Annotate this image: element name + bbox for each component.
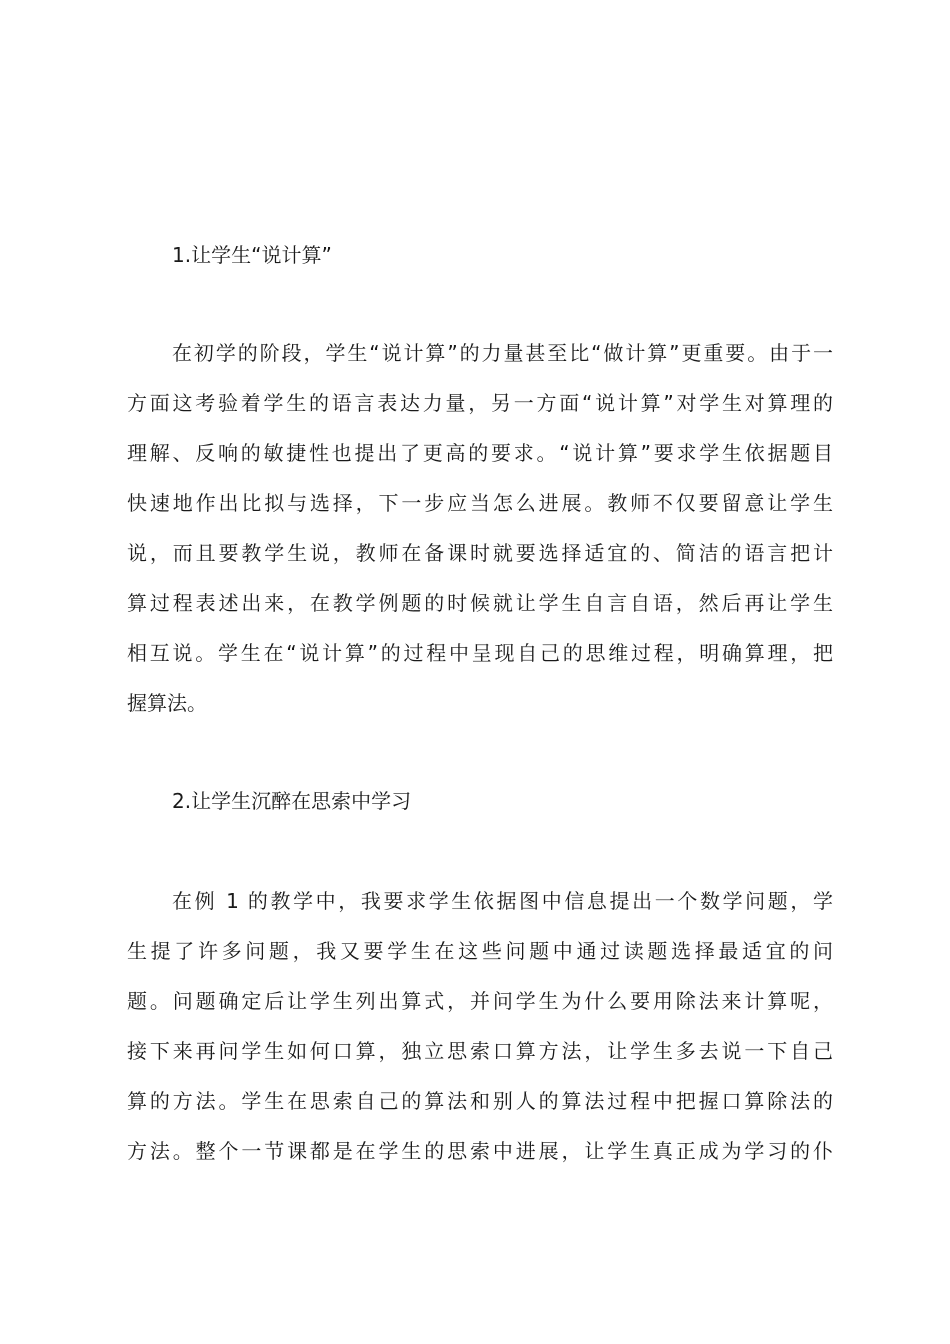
paragraph-line: 接下来再问学生如何口算，独立思索口算方法，让学生多去说一下自己	[127, 1039, 833, 1063]
paragraph-line: 算的方法。学生在思索自己的算法和别人的算法过程中把握口算除法的	[127, 1089, 833, 1113]
paragraph-line: 说，而且要教学生说，教师在备课时就要选择适宜的、简洁的语言把计	[127, 541, 833, 565]
paragraph-line: 在初学的阶段，学生“说计算”的力量甚至比“做计算”更重要。由于一	[172, 341, 833, 365]
paragraph-line: 理解、反响的敏捷性也提出了更高的要求。“说计算”要求学生依据题目	[127, 441, 833, 465]
paragraph-line: 快速地作出比拟与选择，下一步应当怎么进展。教师不仅要留意让学生	[127, 491, 833, 515]
section-1-heading: 1.让学生“说计算”	[172, 243, 332, 267]
paragraph-line: 生提了许多问题，我又要学生在这些问题中通过读题选择最适宜的问	[127, 939, 833, 963]
paragraph-line: 题。问题确定后让学生列出算式，并问学生为什么要用除法来计算呢，	[127, 989, 833, 1013]
paragraph-line: 握算法。	[127, 691, 207, 715]
section-2-heading: 2.让学生沉醉在思索中学习	[172, 789, 412, 813]
paragraph-line: 相互说。学生在“说计算”的过程中呈现自己的思维过程，明确算理，把	[127, 641, 833, 665]
paragraph-line: 方面这考验着学生的语言表达力量，另一方面“说计算”对学生对算理的	[127, 391, 833, 415]
paragraph-line: 方法。整个一节课都是在学生的思索中进展，让学生真正成为学习的仆	[127, 1139, 833, 1163]
paragraph-line: 在例 1 的教学中，我要求学生依据图中信息提出一个数学问题，学	[172, 889, 833, 913]
paragraph-line: 算过程表述出来，在教学例题的时候就让学生自言自语，然后再让学生	[127, 591, 833, 615]
